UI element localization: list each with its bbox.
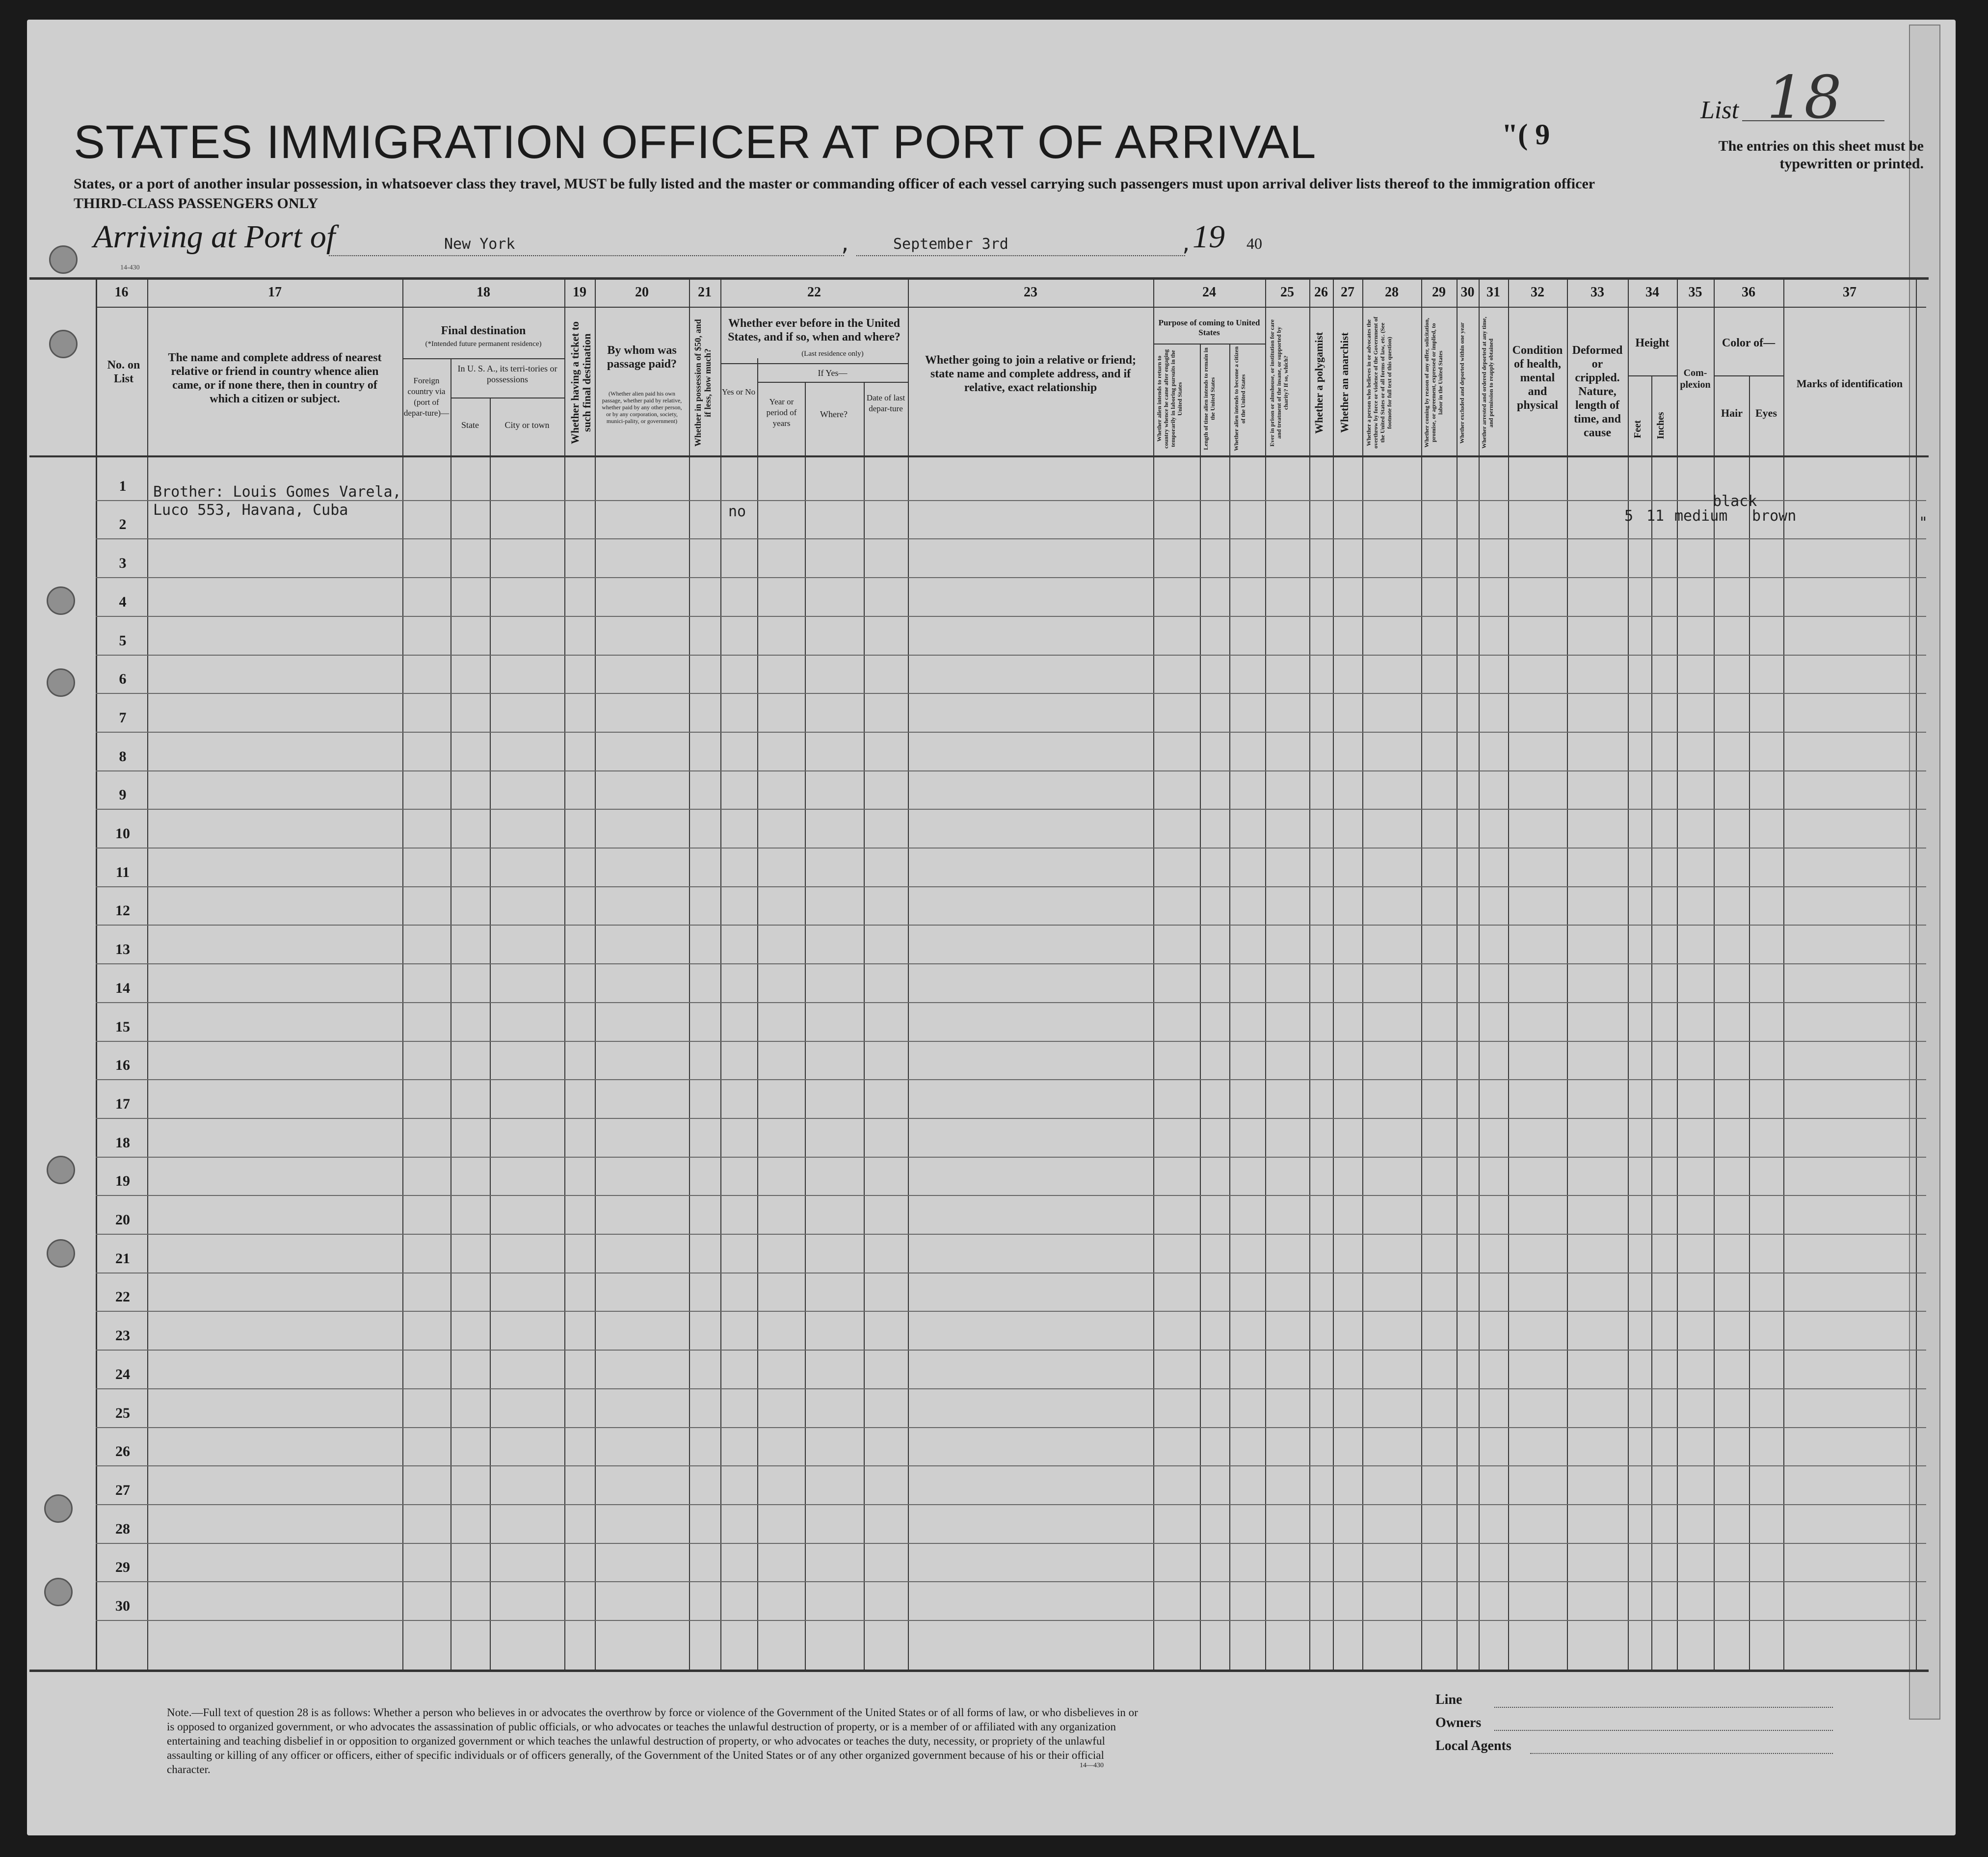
col-30-number: 30 xyxy=(1460,285,1475,300)
column-rule xyxy=(720,277,721,1671)
row-number: 10 xyxy=(115,825,130,842)
row-rule xyxy=(96,1620,1926,1621)
row-number: 29 xyxy=(115,1559,130,1575)
passenger-class: THIRD-CLASS PASSENGERS ONLY xyxy=(74,195,318,212)
col-18-label: Final destination xyxy=(441,324,526,337)
col-36-label: Color of— xyxy=(1722,337,1776,349)
rule-24-sub xyxy=(1153,344,1265,345)
row-rule xyxy=(96,1388,1926,1389)
col-16-label: No. on List xyxy=(107,359,140,385)
row-number: 1 xyxy=(119,478,127,494)
entry-1-feet: 5 xyxy=(1624,507,1634,525)
col-34-number: 34 xyxy=(1645,285,1659,300)
col-24-sub1: Whether alien intends to return to country whence he came after engaging temporarily in laboring pursuits in the United States xyxy=(1156,349,1183,449)
row-rule xyxy=(96,577,1926,578)
row-number: 15 xyxy=(115,1019,130,1035)
row-rule xyxy=(96,1041,1926,1042)
col-22-where: Where? xyxy=(820,409,848,419)
row-rule xyxy=(96,1234,1926,1235)
column-rule xyxy=(1677,277,1678,1671)
entry-1-eyes: brown xyxy=(1752,507,1797,525)
col-24-sub2: Length of time alien intends to remain in the United States xyxy=(1202,347,1216,450)
col-37-label: Marks of identification xyxy=(1796,377,1903,390)
column-rule xyxy=(757,358,758,1671)
row-number: 21 xyxy=(115,1250,130,1267)
col-16-number: 16 xyxy=(114,285,129,300)
row-rule xyxy=(96,1427,1926,1428)
row-rule xyxy=(96,809,1926,810)
table-bottom-border xyxy=(29,1670,1929,1672)
column-rule xyxy=(1200,344,1201,1671)
col-25-number: 25 xyxy=(1280,285,1294,300)
line-label: Line xyxy=(1435,1692,1462,1707)
rule-18-sub xyxy=(402,358,564,359)
column-number-rule xyxy=(96,307,1926,308)
col-37-number: 37 xyxy=(1843,285,1856,300)
column-rule xyxy=(908,277,909,1671)
entry-1-hair: black xyxy=(1713,493,1757,510)
col-22-yesno: Yes or No xyxy=(721,387,756,397)
row-rule xyxy=(96,925,1926,926)
row-rule xyxy=(96,1311,1926,1312)
col-20-label: By whom was passage paid? xyxy=(607,344,677,371)
row-number: 13 xyxy=(115,941,130,957)
owners-underline xyxy=(1494,1730,1833,1731)
row-rule xyxy=(96,1465,1926,1466)
col-20-number: 20 xyxy=(635,285,649,300)
binder-hole xyxy=(47,668,75,697)
col-20-sub: (Whether alien paid his own passage, whether paid by relative, whether paid by any other person, or by any corporation, society, munici-pality, or government) xyxy=(602,390,682,424)
row-rule xyxy=(96,1079,1926,1080)
list-number: 18 xyxy=(1767,64,1842,132)
col-18-number: 18 xyxy=(477,285,490,300)
binder-hole xyxy=(49,330,78,358)
col-23-label: Whether going to join a relative or friend; state name and complete address, and if relative, exact relationship xyxy=(925,354,1136,394)
col-23-number: 23 xyxy=(1024,285,1037,300)
col-22-sub: (Last residence only) xyxy=(801,350,864,358)
row-number: 3 xyxy=(119,555,127,571)
column-rule xyxy=(402,277,403,1671)
row-number: 5 xyxy=(119,633,127,649)
col-22-date: Date of last depar-ture xyxy=(866,393,905,413)
col-18-foreign: Foreign country via (port of depar-ture)— xyxy=(403,376,450,418)
row-number: 26 xyxy=(115,1443,130,1459)
col-33-number: 33 xyxy=(1590,285,1604,300)
col-18-usa: In U. S. A., its terri-tories or possessions xyxy=(457,364,557,384)
row-rule xyxy=(96,538,1926,539)
row-rule xyxy=(96,770,1926,771)
column-rule xyxy=(1628,277,1629,1671)
row-number: 2 xyxy=(119,516,127,532)
col-21-label: Whether in possession of $50, and if less, how much? xyxy=(693,319,713,447)
binder-hole xyxy=(47,1156,75,1184)
column-rule xyxy=(1153,277,1154,1671)
footnote-question-28: Note.—Full text of question 28 is as follows: Whether a person who believes in or advocates the overthrow by force or violence of the Government of the United States or of all forms of law, or who disbelieves in or is opposed to organized government, or who advocates the assassination of public officials, or who advocates or teaches the unlawful destruction of property, or is a member of or affiliated with any organization entertaining and teaching disbelief in or opposition to organized government or which teaches the unlawful destruction of property, or who advocates or teaches the duty, necessity, or propriety of the unlawful assaulting or killing of any officer or officers, either of specific individuals or of officers generally, of the Government of the United States or of any other organized government because of his or their official character. xyxy=(167,1706,1138,1776)
column-rule xyxy=(1309,277,1310,1671)
row-number: 6 xyxy=(119,671,127,687)
port-value: New York xyxy=(444,236,515,253)
col-34-label: Height xyxy=(1635,337,1670,349)
rule-22-sub xyxy=(720,363,908,364)
col-28-label: Whether a person who believes in or advocates the overthrow by force or violence of the Government of the United States or of all forms of law, etc. (See footnote for full text of this question) xyxy=(1365,317,1393,449)
col-36-number: 36 xyxy=(1742,285,1755,300)
arriving-label: Arriving at Port of xyxy=(93,219,336,255)
col-21-number: 21 xyxy=(698,285,712,300)
row-rule xyxy=(96,1350,1926,1351)
col-35-number: 35 xyxy=(1688,285,1702,300)
column-rule xyxy=(1783,277,1784,1671)
binder-hole xyxy=(44,1494,73,1523)
column-rule xyxy=(490,398,491,1671)
col-33-label: Deformed or crippled. Nature, length of time, and cause xyxy=(1572,344,1623,439)
entry-1-complexion: medium xyxy=(1674,507,1728,525)
column-rule xyxy=(1714,277,1715,1671)
entry-1-inches: 11 xyxy=(1646,507,1665,525)
column-rule xyxy=(1421,277,1422,1671)
row-number: 16 xyxy=(115,1057,130,1073)
row-number: 28 xyxy=(115,1521,130,1537)
rule-34-sub xyxy=(1628,375,1677,376)
col-36-eyes: Eyes xyxy=(1755,407,1777,419)
row-rule xyxy=(96,1581,1926,1582)
column-rule xyxy=(1265,277,1266,1671)
col-35-label: Com-plexion xyxy=(1680,368,1711,390)
column-rule xyxy=(1362,277,1363,1671)
row-rule xyxy=(96,1195,1926,1196)
agents-label: Local Agents xyxy=(1435,1738,1511,1753)
col-24-label: Purpose of coming to United States xyxy=(1158,318,1260,337)
row-rule xyxy=(96,693,1926,694)
column-rule xyxy=(1229,344,1230,1671)
date-comma: , xyxy=(1180,233,1193,256)
col-30-label: Whether excluded and deported within one year xyxy=(1458,322,1465,444)
row-rule xyxy=(96,732,1926,733)
entry-1-marks: " xyxy=(1919,514,1928,531)
col-19-label: Whether having a ticket to such final destination xyxy=(569,321,593,445)
col-18-sub: (*Intended future permanent residence) xyxy=(425,340,542,348)
line-underline xyxy=(1494,1707,1833,1708)
column-rule xyxy=(1333,277,1334,1671)
column-rule xyxy=(1457,277,1458,1671)
row-number: 18 xyxy=(115,1135,130,1151)
list-instruction: The entries on this sheet must be typewritten or printed. xyxy=(1718,138,1924,172)
row-number: 11 xyxy=(115,864,130,880)
column-rule xyxy=(864,382,865,1671)
form-mark: "( 9 xyxy=(1502,118,1550,151)
binder-hole xyxy=(47,586,75,615)
form-title: STATES IMMIGRATION OFFICER AT PORT OF ARRIVAL xyxy=(74,116,1317,168)
list-label: List xyxy=(1700,96,1739,124)
row-number: 17 xyxy=(115,1096,130,1112)
col-32-label: Condition of health, mental and physical xyxy=(1512,344,1563,412)
col-29-number: 29 xyxy=(1432,285,1446,300)
binder-hole xyxy=(47,1239,75,1268)
column-rule xyxy=(595,277,596,1671)
binder-hole xyxy=(49,245,78,274)
form-code-bottom: 14—430 xyxy=(1080,1762,1104,1769)
year-prefix: 19 xyxy=(1193,219,1225,255)
form-code-top: 14-430 xyxy=(120,264,140,271)
col-17-label: The name and complete address of nearest relative or friend in country whence alien came, or if none there, then in country of which a citizen or subject. xyxy=(168,351,382,405)
row-number: 19 xyxy=(115,1173,130,1189)
row-number: 9 xyxy=(119,787,127,803)
column-rule xyxy=(689,277,690,1671)
col-19-number: 19 xyxy=(573,285,586,300)
column-rule xyxy=(564,277,565,1671)
port-comma: , xyxy=(839,233,851,256)
port-underline xyxy=(329,255,844,256)
instruction-text: States, or a port of another insular possession, in whatsoever class they travel, MUST be fully listed and the master or commanding officer of each vessel carrying such passengers must upon arrival deliver lists thereof to the immigration officer xyxy=(74,176,1595,192)
date-value: September 3rd xyxy=(893,236,1008,253)
owners-label: Owners xyxy=(1435,1715,1482,1730)
row-rule xyxy=(96,655,1926,656)
column-rule xyxy=(1567,277,1568,1671)
col-31-number: 31 xyxy=(1486,285,1500,300)
col-27-label: Whether an anarchist xyxy=(1338,332,1351,433)
col-36-hair: Hair xyxy=(1721,407,1743,419)
col-22-ifyes: If Yes— xyxy=(818,368,848,378)
agents-underline xyxy=(1530,1753,1833,1754)
row-rule xyxy=(96,1504,1926,1505)
row-number: 22 xyxy=(115,1289,130,1305)
column-rule xyxy=(1479,277,1480,1671)
col-24-sub3: Whether alien intends to become a citizen of the United States xyxy=(1233,346,1246,451)
col-28-number: 28 xyxy=(1385,285,1399,300)
entry-1-before-in-us: no xyxy=(728,503,746,520)
row-rule xyxy=(96,1118,1926,1119)
row-number: 7 xyxy=(119,710,127,726)
col-34-inches: Inches xyxy=(1655,412,1666,440)
col-31-label: Whether arrested and ordered deported at any time, and permission to reapply obtained xyxy=(1481,317,1494,449)
col-17-number: 17 xyxy=(268,285,282,300)
column-rule xyxy=(1508,277,1509,1671)
row-number: 4 xyxy=(119,594,127,610)
row-number: 24 xyxy=(115,1366,130,1382)
col-24-number: 24 xyxy=(1202,285,1216,300)
col-27-number: 27 xyxy=(1341,285,1354,300)
binder-hole xyxy=(44,1578,73,1606)
header-bottom-rule xyxy=(29,455,1929,457)
col-18-state: State xyxy=(461,420,479,430)
row-number: 14 xyxy=(115,980,130,996)
column-rule xyxy=(1749,375,1750,1671)
table-top-border xyxy=(29,277,1929,280)
col-26-label: Whether a polygamist xyxy=(1313,332,1325,434)
col-26-number: 26 xyxy=(1314,285,1328,300)
column-rule xyxy=(1651,375,1652,1671)
col-22-label: Whether ever before in the United States, and if so, when and where? xyxy=(728,317,901,344)
row-number: 30 xyxy=(115,1598,130,1614)
row-number: 12 xyxy=(115,902,130,919)
row-rule xyxy=(96,616,1926,617)
column-rule xyxy=(805,382,806,1671)
col-29-label: Whether coming by reason of any offer, solicitation, promise, or agreement, expressed or implied, to labor in the United States xyxy=(1423,318,1444,448)
row-number: 27 xyxy=(115,1482,130,1498)
row-number: 25 xyxy=(115,1405,130,1421)
col-22-number: 22 xyxy=(807,285,821,300)
col-32-number: 32 xyxy=(1531,285,1544,300)
row-rule xyxy=(96,886,1926,887)
row-rule xyxy=(96,848,1926,849)
row-rule xyxy=(96,1543,1926,1544)
row-rule xyxy=(96,1157,1926,1158)
year-value: 40 xyxy=(1246,235,1262,252)
col-34-feet: Feet xyxy=(1632,420,1643,439)
col-22-year: Year or period of years xyxy=(766,397,797,428)
rule-36-sub xyxy=(1714,375,1783,376)
date-underline xyxy=(856,255,1185,256)
column-rule xyxy=(1916,277,1917,1671)
col-25-label: Ever in prison or almshouse, or institution for care and treatment of the insane, or supported by charity? If so, which? xyxy=(1269,319,1289,447)
rule-22-ifyes xyxy=(757,382,908,383)
col-18-city: City or town xyxy=(504,420,550,430)
entry-1-relative-line2: Luco 553, Havana, Cuba xyxy=(153,502,348,519)
row-number: 20 xyxy=(115,1212,130,1228)
row-rule xyxy=(96,963,1926,964)
row-number: 23 xyxy=(115,1327,130,1344)
row-number: 8 xyxy=(119,748,127,765)
row-rule xyxy=(96,1002,1926,1003)
entry-1-relative-line1: Brother: Louis Gomes Varela, xyxy=(153,483,401,501)
